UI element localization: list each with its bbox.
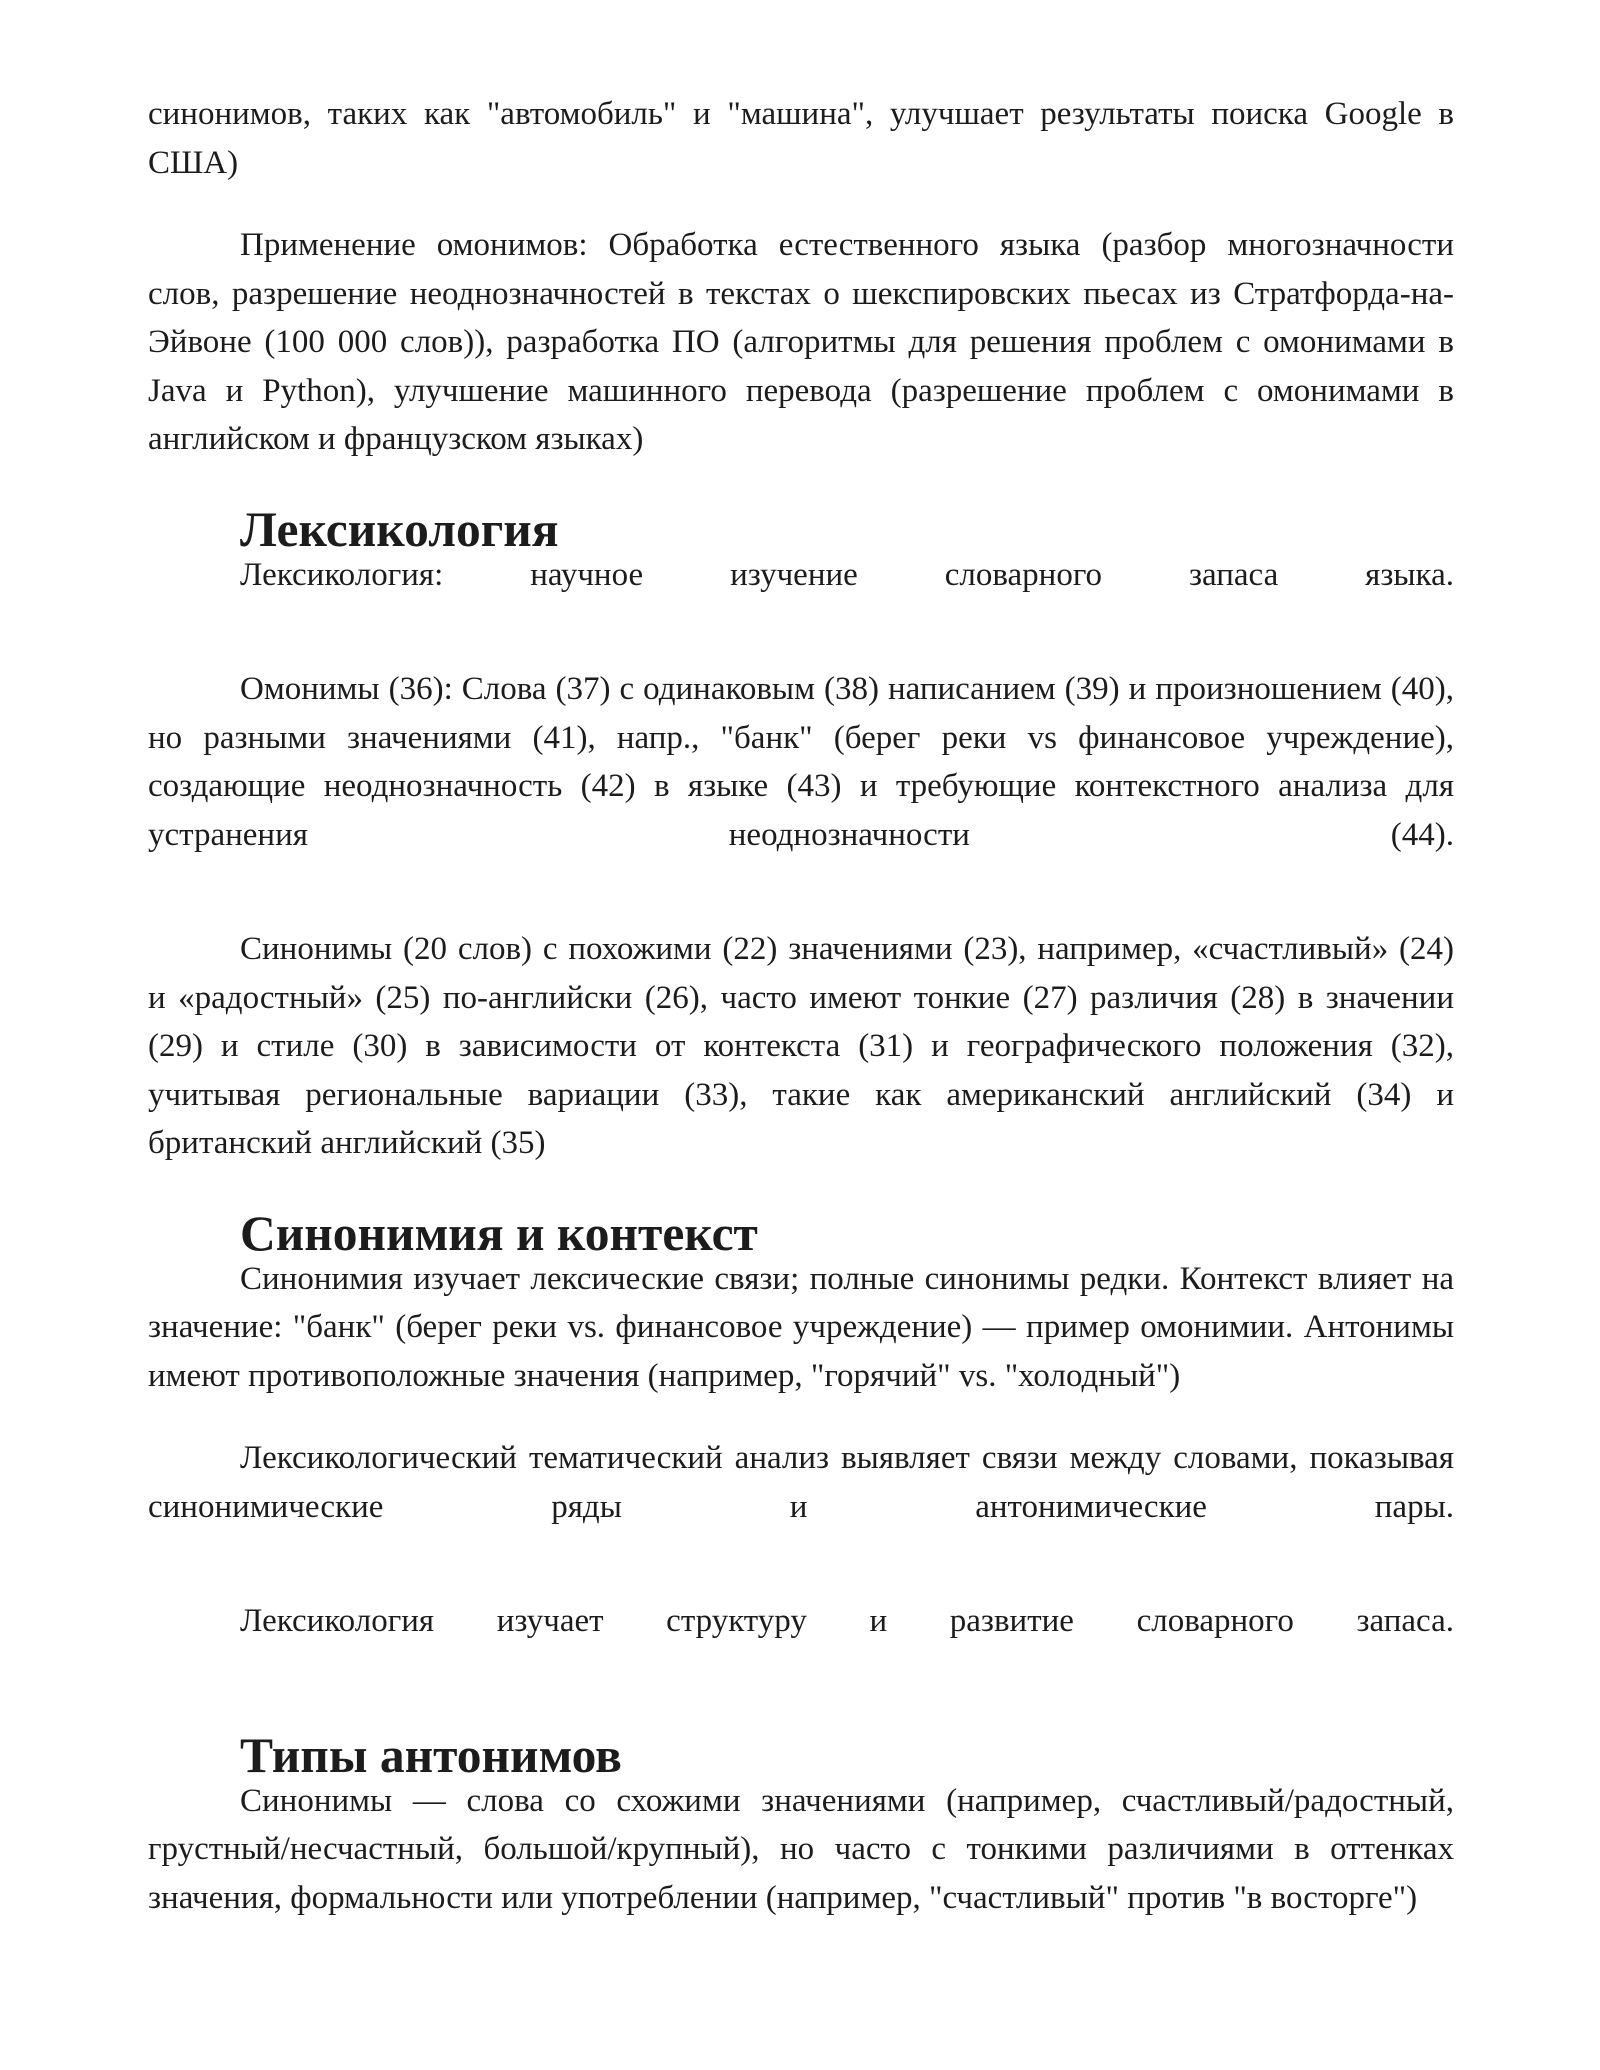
spacer [148, 464, 1454, 508]
paragraph-lexicology-studies: Лексикология изучает структуру и развитие словарного запаса. [240, 1603, 1454, 1639]
spacer [148, 599, 1454, 665]
spacer [148, 187, 1454, 221]
document-page [148, 90, 1454, 1922]
paragraph-lexicology-definition: Лексикология: научное изучение словарного запаса языка. [240, 556, 1454, 593]
spacer [148, 859, 1454, 925]
paragraph-thematic-analysis: Лексикологический тематический анализ выявляет связи между словами, показывая синонимические ряды и антонимические пары. [148, 1440, 1454, 1525]
spacer [148, 1168, 1454, 1212]
spacer [148, 1531, 1454, 1597]
heading-lexicology: Лексикология [240, 501, 559, 557]
spacer [148, 1646, 1454, 1734]
paragraph-homonyms: Омонимы (36): Слова (37) с одинаковым (38) написанием (39) и произношением (40), но разными значениями (41), напр., "банк" (берег реки vs финансовое учреждение), создающие неоднозначность (42) в языке (43) и требующие контекстного анализа для устранения неоднозначности (44). [148, 671, 1454, 853]
paragraph-intro-tail: синонимов, таких как "автомобиль" и "машина", улучшает результаты поиска Google в США) [148, 96, 1454, 181]
spacer [148, 1400, 1454, 1434]
heading-synonymy-context: Синонимия и контекст [240, 1205, 758, 1261]
heading-antonym-types: Типы антонимов [240, 1727, 622, 1783]
paragraph-synonyms: Синонимы (20 слов) с похожими (22) значениями (23), например, «счастливый» (24) и «радостный» (25) по-английски (26), часто имеют тонкие (27) различия (28) в значении (29) и стиле (30) в зависимости от контекста (31) и географического положения (32), учитывая региональные вариации (33), такие как американский английский (34) и британский английский (35) [148, 931, 1454, 1161]
paragraph-homonym-use: Применение омонимов: Обработка естественного языка (разбор многозначности слов, разрешение неоднозначностей в текстах о шекспировских пьесах из Стратфорда-на-Эйвоне (100 000 слов)), разработка ПО (алгоритмы для решения проблем с омонимами в Java и Python), улучшение машинного перевода (разрешение проблем с омонимами в английском и французском языках) [148, 227, 1454, 457]
paragraph-antonym-types: Синонимы — слова со схожими значениями (например, счастливый/радостный, грустный/несчастный, большой/крупный), но часто с тонкими различиями в оттенках значения, формальности или употреблении (например, "счастливый" против "в восторге") [148, 1782, 1454, 1916]
paragraph-synonymy-context: Синонимия изучает лексические связи; полные синонимы редки. Контекст влияет на значение: "банк" (берег реки vs. финансовое учреждение) — пример омонимии. Антонимы имеют противоположные значения (например, "горячий" vs. "холодный") [148, 1260, 1454, 1394]
